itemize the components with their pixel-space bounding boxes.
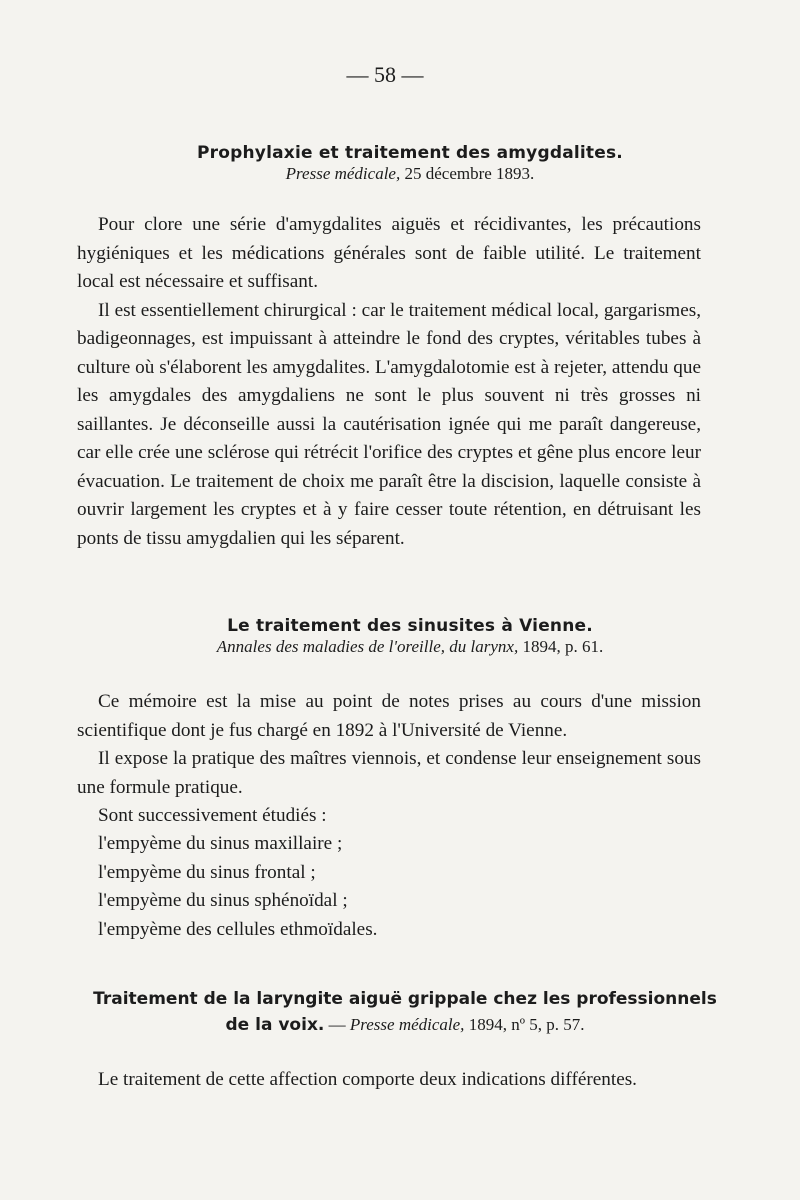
list-item: l'empyème du sinus frontal ; <box>98 861 316 883</box>
list-item: l'empyème du sinus sphénoïdal ; <box>98 890 348 911</box>
section-title-laryngite <box>66 986 744 1038</box>
section-source-amygdalites <box>60 164 760 184</box>
title-line-with-source <box>66 1012 744 1038</box>
source-journal: Annales des maladies de l'oreille, du larynx, <box>216 637 519 656</box>
paragraph: Il expose la pratique des maîtres viennois, et condense leur enseignement sous une formule pratique. <box>77 748 701 798</box>
section-source-sinusites <box>60 637 760 657</box>
section-body-sinusites <box>77 688 701 831</box>
source-journal: Presse médicale, <box>285 164 401 183</box>
title-line: Traitement de la laryngite aiguë grippale chez les professionnels <box>93 989 717 1009</box>
paragraph: Il est essentiellement chirurgical : car le traitement médical local, gargarismes, badigeonnages, est impuissant à atteindre le fond des cryptes, véritables tubes à culture où s'élaborent les amygdalites. L'amygdalotomie est à rejeter, attendu que les amygdales des amygdaliens ne sont le plus souvent ni très grosses ni saillantes. Je déconseille aussi la cautérisation ignée qui me paraît dangereuse, car elle crée une sclérose qui rétrécit l'orifice des cryptes et gêne plus encore leur évacuation. Le traitement de choix me paraît être la discision, laquelle consiste à ouvrir largement les cryptes et à y faire cesser toute rétention, en détruisant les ponts de tissu amygdalien qui les séparent. <box>77 299 701 549</box>
section-title-sinusites: Le traitement des sinusites à Vienne. <box>227 616 593 636</box>
paragraph: Pour clore une série d'amygdalites aiguës et récidivantes, les précautions hygiéniques et les médications générales sont de faible utilité. Le traitement local est nécessaire et suffisant. <box>77 214 701 292</box>
source-details: 1894, nº 5, p. 57. <box>464 1015 585 1034</box>
section-title-amygdalites: Prophylaxie et traitement des amygdalites. <box>197 143 623 163</box>
section-body-laryngite <box>77 1066 701 1095</box>
list-intro: Sont successivement étudiés : <box>98 805 327 826</box>
paragraph: Le traitement de cette affection comporte deux indications différentes. <box>98 1069 637 1090</box>
list-item: l'empyème du sinus maxillaire ; <box>98 833 343 854</box>
source-date: 25 décembre 1893. <box>400 164 535 183</box>
title-line: de la voix. <box>225 1015 325 1035</box>
dash: — <box>324 1015 350 1034</box>
sinus-list <box>98 830 698 944</box>
page-number: — 58 — <box>346 62 424 87</box>
section-body-amygdalites <box>77 211 701 553</box>
list-item: l'empyème des cellules ethmoïdales. <box>98 918 378 940</box>
source-journal: Presse médicale, <box>349 1015 465 1034</box>
paragraph: Ce mémoire est la mise au point de notes prises au cours d'une mission scientifique dont je fus chargé en 1892 à l'Université de Vienne. <box>77 691 701 741</box>
section-source-laryngite <box>350 1015 585 1034</box>
source-details: 1894, p. 61. <box>518 637 604 656</box>
